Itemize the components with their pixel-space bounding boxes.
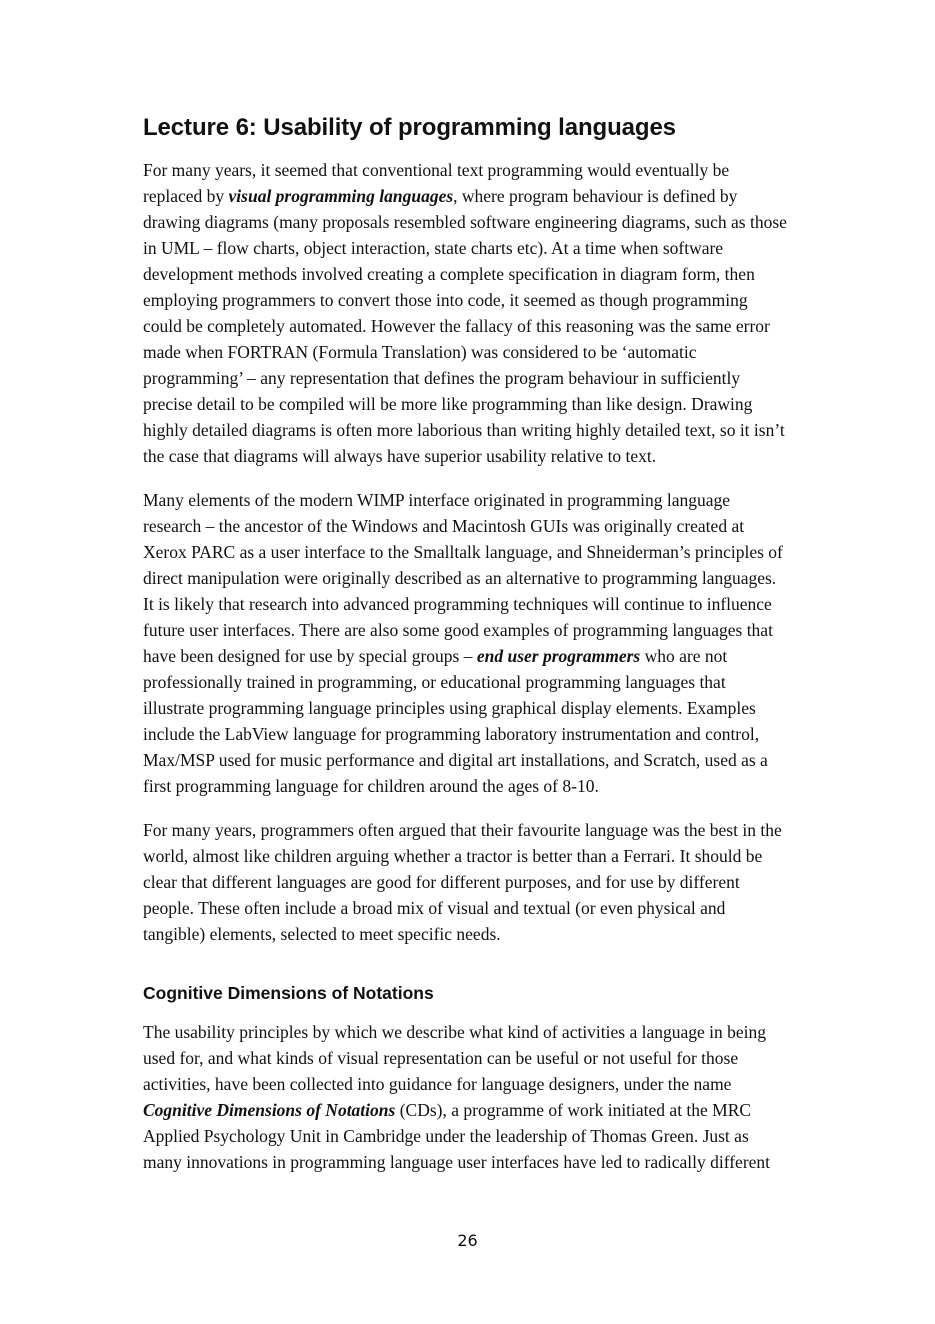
emphasized-term: Cognitive Dimensions of Notations [143, 1100, 396, 1120]
section-spacer [143, 965, 843, 981]
text-run: include the LabView language for programming laboratory instrumentation and control, [143, 724, 760, 744]
text-run: employing programmers to convert those into code, it seemed as though programming [143, 290, 748, 310]
text-line [143, 921, 843, 947]
text-line [143, 869, 843, 895]
text-run: future user interfaces. There are also some good examples of programming languages that [143, 620, 773, 640]
text-line [143, 895, 843, 921]
paragraph [143, 487, 843, 799]
text-run: Max/MSP used for music performance and digital art installations, and Scratch, used as a [143, 750, 768, 770]
text-line [143, 695, 843, 721]
text-run: clear that different languages are good for different purposes, and for use by different [143, 872, 740, 892]
text-line [143, 747, 843, 773]
text-run: activities, have been collected into guidance for language designers, under the name [143, 1074, 732, 1094]
text-run: It is likely that research into advanced programming techniques will continue to influence [143, 594, 772, 614]
emphasized-term: end user programmers [476, 646, 641, 666]
text-line [143, 591, 843, 617]
text-line [143, 313, 843, 339]
paragraph [143, 817, 843, 947]
text-line [143, 817, 843, 843]
text-line [143, 643, 843, 669]
text-run: , where program behaviour is defined by [453, 186, 738, 206]
text-run: illustrate programming language principles using graphical display elements. Examples [143, 698, 756, 718]
text-run: research – the ancestor of the Windows and Macintosh GUIs was originally created at [143, 516, 745, 536]
text-run: in UML – flow charts, object interaction, state charts etc). At a time when software [143, 238, 724, 258]
text-run: highly detailed diagrams is often more laborious than writing highly detailed text, so it isn’t [143, 420, 785, 440]
text-run: made when FORTRAN (Formula Translation) was considered to be ‘automatic [143, 342, 697, 362]
text-line [143, 513, 843, 539]
text-run: many innovations in programming language user interfaces have led to radically different [143, 1152, 771, 1172]
text-line [143, 1071, 843, 1097]
text-run: development methods involved creating a complete specification in diagram form, then [143, 264, 755, 284]
text-run: have been designed for use by special groups – [143, 646, 477, 666]
text-run: Xerox PARC as a user interface to the Smalltalk language, and Shneiderman’s principles of [143, 542, 783, 562]
text-run: who are not [640, 646, 728, 666]
text-line [143, 261, 843, 287]
text-line [143, 391, 843, 417]
text-run: professionally trained in programming, or educational programming languages that [143, 672, 726, 692]
text-run: the case that diagrams will always have superior usability relative to text. [143, 446, 657, 466]
text-run: replaced by [143, 186, 229, 206]
paragraph [143, 1019, 843, 1175]
page-content [143, 112, 843, 1175]
lecture-title: Lecture 6: Usability of programming languages [143, 114, 676, 141]
text-line [143, 565, 843, 591]
text-line [143, 617, 843, 643]
text-run: Applied Psychology Unit in Cambridge under the leadership of Thomas Green. Just as [143, 1126, 749, 1146]
text-line [143, 1019, 843, 1045]
text-run: world, almost like children arguing whether a tractor is better than a Ferrari. It should be [143, 846, 763, 866]
text-run: used for, and what kinds of visual representation can be useful or not useful for those [143, 1048, 739, 1068]
text-line [143, 183, 843, 209]
text-run: precise detail to be compiled will be more like programming than like design. Drawing [143, 394, 753, 414]
text-line [143, 365, 843, 391]
text-line [143, 1097, 843, 1123]
text-line [143, 443, 843, 469]
text-run: Many elements of the modern WIMP interface originated in programming language [143, 490, 731, 510]
paragraph [143, 157, 843, 469]
text-line [143, 487, 843, 513]
text-run: For many years, programmers often argued that their favourite language was the best in the [143, 820, 782, 840]
text-line [143, 773, 843, 799]
text-run: first programming language for children around the ages of 8-10. [143, 776, 599, 796]
section-heading: Cognitive Dimensions of Notations [143, 983, 434, 1003]
text-line [143, 417, 843, 443]
text-run: tangible) elements, selected to meet specific needs. [143, 924, 501, 944]
text-line [143, 235, 843, 261]
text-run: could be completely automated. However the fallacy of this reasoning was the same error [143, 316, 770, 336]
emphasized-term: visual programming languages [228, 186, 454, 206]
section-paragraphs [143, 1019, 843, 1175]
text-run: (CDs), a programme of work initiated at the MRC [395, 1100, 752, 1120]
text-line [143, 721, 843, 747]
text-run: people. These often include a broad mix of visual and textual (or even physical and [143, 898, 726, 918]
text-line [143, 1149, 843, 1175]
text-line [143, 843, 843, 869]
text-line [143, 1123, 843, 1149]
text-run: For many years, it seemed that conventional text programming would eventually be [143, 160, 730, 180]
text-line [143, 339, 843, 365]
text-run: drawing diagrams (many proposals resembled software engineering diagrams, such as those [143, 212, 787, 232]
text-line [143, 669, 843, 695]
text-line [143, 209, 843, 235]
page-number: 26 [457, 1231, 478, 1250]
text-run: direct manipulation were originally described as an alternative to programming languages. [143, 568, 777, 588]
text-line [143, 1045, 843, 1071]
text-line [143, 157, 843, 183]
text-line [143, 287, 843, 313]
text-line [143, 539, 843, 565]
text-run: The usability principles by which we describe what kind of activities a language in being [143, 1022, 767, 1042]
intro-paragraphs [143, 157, 843, 947]
text-run: programming’ – any representation that defines the program behaviour in sufficiently [143, 368, 741, 388]
